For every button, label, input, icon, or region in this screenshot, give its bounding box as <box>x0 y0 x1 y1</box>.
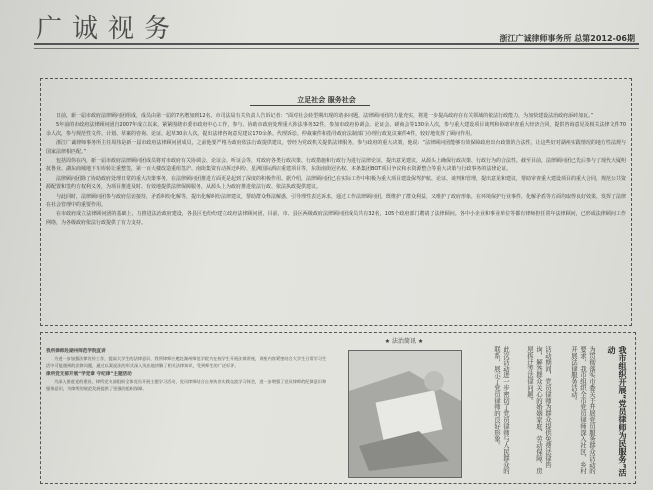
event-photo <box>348 350 462 478</box>
article-paragraph: 法律顾问团除了协助政府处理日常的重大决策事务，在法律顾问团推进方面更是起到了深度的积极作用。据介绍，法律顾问团已在实际工作中积极为重大项目建设保驾护航、论证、谈判和管理，提出意见和建议，帮助审查重大建设项目的重大合同，规范公共资源配置和签约方权利义务，为项目推进及时、有效地提供法律保障服务，从源头上为政府推进依法行政、依法执政提供建议。 <box>46 175 627 191</box>
left-news-column <box>46 346 330 392</box>
article-paragraph: 包括周伟在内，新一届市政府法律顾问团成员将对市政府有关协调会、论证会、听证会等，对政府各类行政决策、行政措施和行政行为进行法律论证，提出意见建议，从源头上确保行政决策、行政行为的合法性。截至目前，法律顾问团已先后参与了现代大厦明抚鲁业、湖东商城地下车库转让重整签，第一百大楼改造重组签沪、南街集资有动拆迁纠纷、星洲国际酒店重建项目等，东街南街冠名权、本条集团BOT项目争议和水资源整合等重大决策与行政事务的法律论证。 <box>46 158 627 173</box>
article-title-rule <box>250 105 370 106</box>
article-paragraph: 日前，新一届市政府法律顾问团组成，成员由第一届的7名增加到12名。市司法局有关负责人告诉记者：“面对社会转型期出现的诸多问题，法律顾问团的力量充实，将进一步提高政府在有关领域的依法行政能力，为加快建设法治政府添砖加瓦。” <box>56 113 594 119</box>
article-paragraph: 5年前的市政府法律顾问团自2007年成立以来，紧紧围绕市委市政府中心工作，参与、协助市政府处理重大涉法事务32件，参加市政府协调会、论证会、磋商会等130余人次，参与重大建设项目谈判和协助审查重大经济合同，提供咨询意见及相关法律文件70余人次，参与规范性文件、计划、草案的咨询、论证、起草30余人次。提出法律咨询意见建议170余条。代理诉讼、仲裁案件和指导政府法制部门办理行政复议案件4件，较好地发挥了顾问作用。 <box>46 122 626 137</box>
article-body <box>46 112 626 228</box>
article-paragraph: 浙江广诚律师事务所主任周伟是新一届市政府法律顾问团成员，之前他要严格为政府依法行政提供建议，曾经为党政机关提供法律服务，参与政府的重大决策，他说：“法律顾问团能够有效保障政府出台政策的合法性，让这些好对湖州实践情况的地方性法规与国家法律相匹配。” <box>46 140 626 155</box>
article-paragraph: 在市政府成立法律顾问团的基础上，力推进法治政府建设，各县区也纷纷建立政府法律顾问团，目前，市、县区两级政府法律顾问团成员共有32名，105个政府部门聘请了法律顾问。各中小企业和事业单位等都有律师担任常年法律顾问，已形成法律顾问工作网络，为各级政府依法行政提供了有力支持。 <box>46 211 626 226</box>
photo-illustration <box>349 351 461 477</box>
masthead-title: 广诚视务 <box>36 14 181 44</box>
news-paragraph: 为深入推进党的建设，律所党支部组织全体党员开展主题学习活动，党员律师结合自身执业实践交流学习体会，进一步增强了党员律师的纪律意识和服务意识，为律所的规范发展提供了坚强的组织保障。 <box>46 379 327 391</box>
law-brief-header: ★ 法治简讯 ★ <box>384 338 424 345</box>
masthead-rule <box>34 43 639 45</box>
masthead-rule-thin <box>34 48 639 49</box>
news-paragraph: 为进一步加强法律宣传工作，提高大学生的法律意识，我所律师应邀赴湖州师范学院为在校学生开展法律讲座，讲座内容紧密结合大学生日常学习生活中可能遇到的法律问题，通过以案说法的形式深入浅出地讲解了相关法律知识，受到师生的广泛好评。 <box>46 356 327 368</box>
article-paragraph: 与此同时，法律顾问团参与政府信访接待，矛盾纠纷化解等，提出化解纠纷法律建议，帮助群众释法解惑，引导理性表达诉求，通过工作法律顾问团，既维护了群众利益，又维护了政府形象，在环境保护行业事件，化解矛盾等方面均取得良好效果，发挥了法律在社会管理中的重要作用。 <box>46 193 627 209</box>
vertical-text-column: 活动期间，党员律师为群众提供免费法律咨询，解答群众关心的婚姻家庭、劳动保障、房屋拆迁等法律问题。 <box>526 346 552 474</box>
news-heading: 我所律师赴湖州师范学院宣讲 <box>46 349 106 354</box>
masthead-meta: 浙江广诚律师事务所 总第2012-06期 <box>499 34 635 43</box>
article-title: 立足社会 服务社会 <box>297 96 356 104</box>
vertical-text-column: 为贯彻落实市委关于开展党员服务群众活动的要求，我市组织全市党员律师深入社区、乡村开展法律服务活动。 <box>570 346 596 474</box>
vertical-article-title: 我市组织开展“党员律师为民服务”活动 <box>607 346 627 477</box>
news-heading: 律所党支部开展“学党章 守纪律”主题活动 <box>46 372 132 377</box>
vertical-text-column: 此次活动进一步密切了党员律师与人民群众的联系，展示了党员律师的良好形象。 <box>493 346 510 474</box>
